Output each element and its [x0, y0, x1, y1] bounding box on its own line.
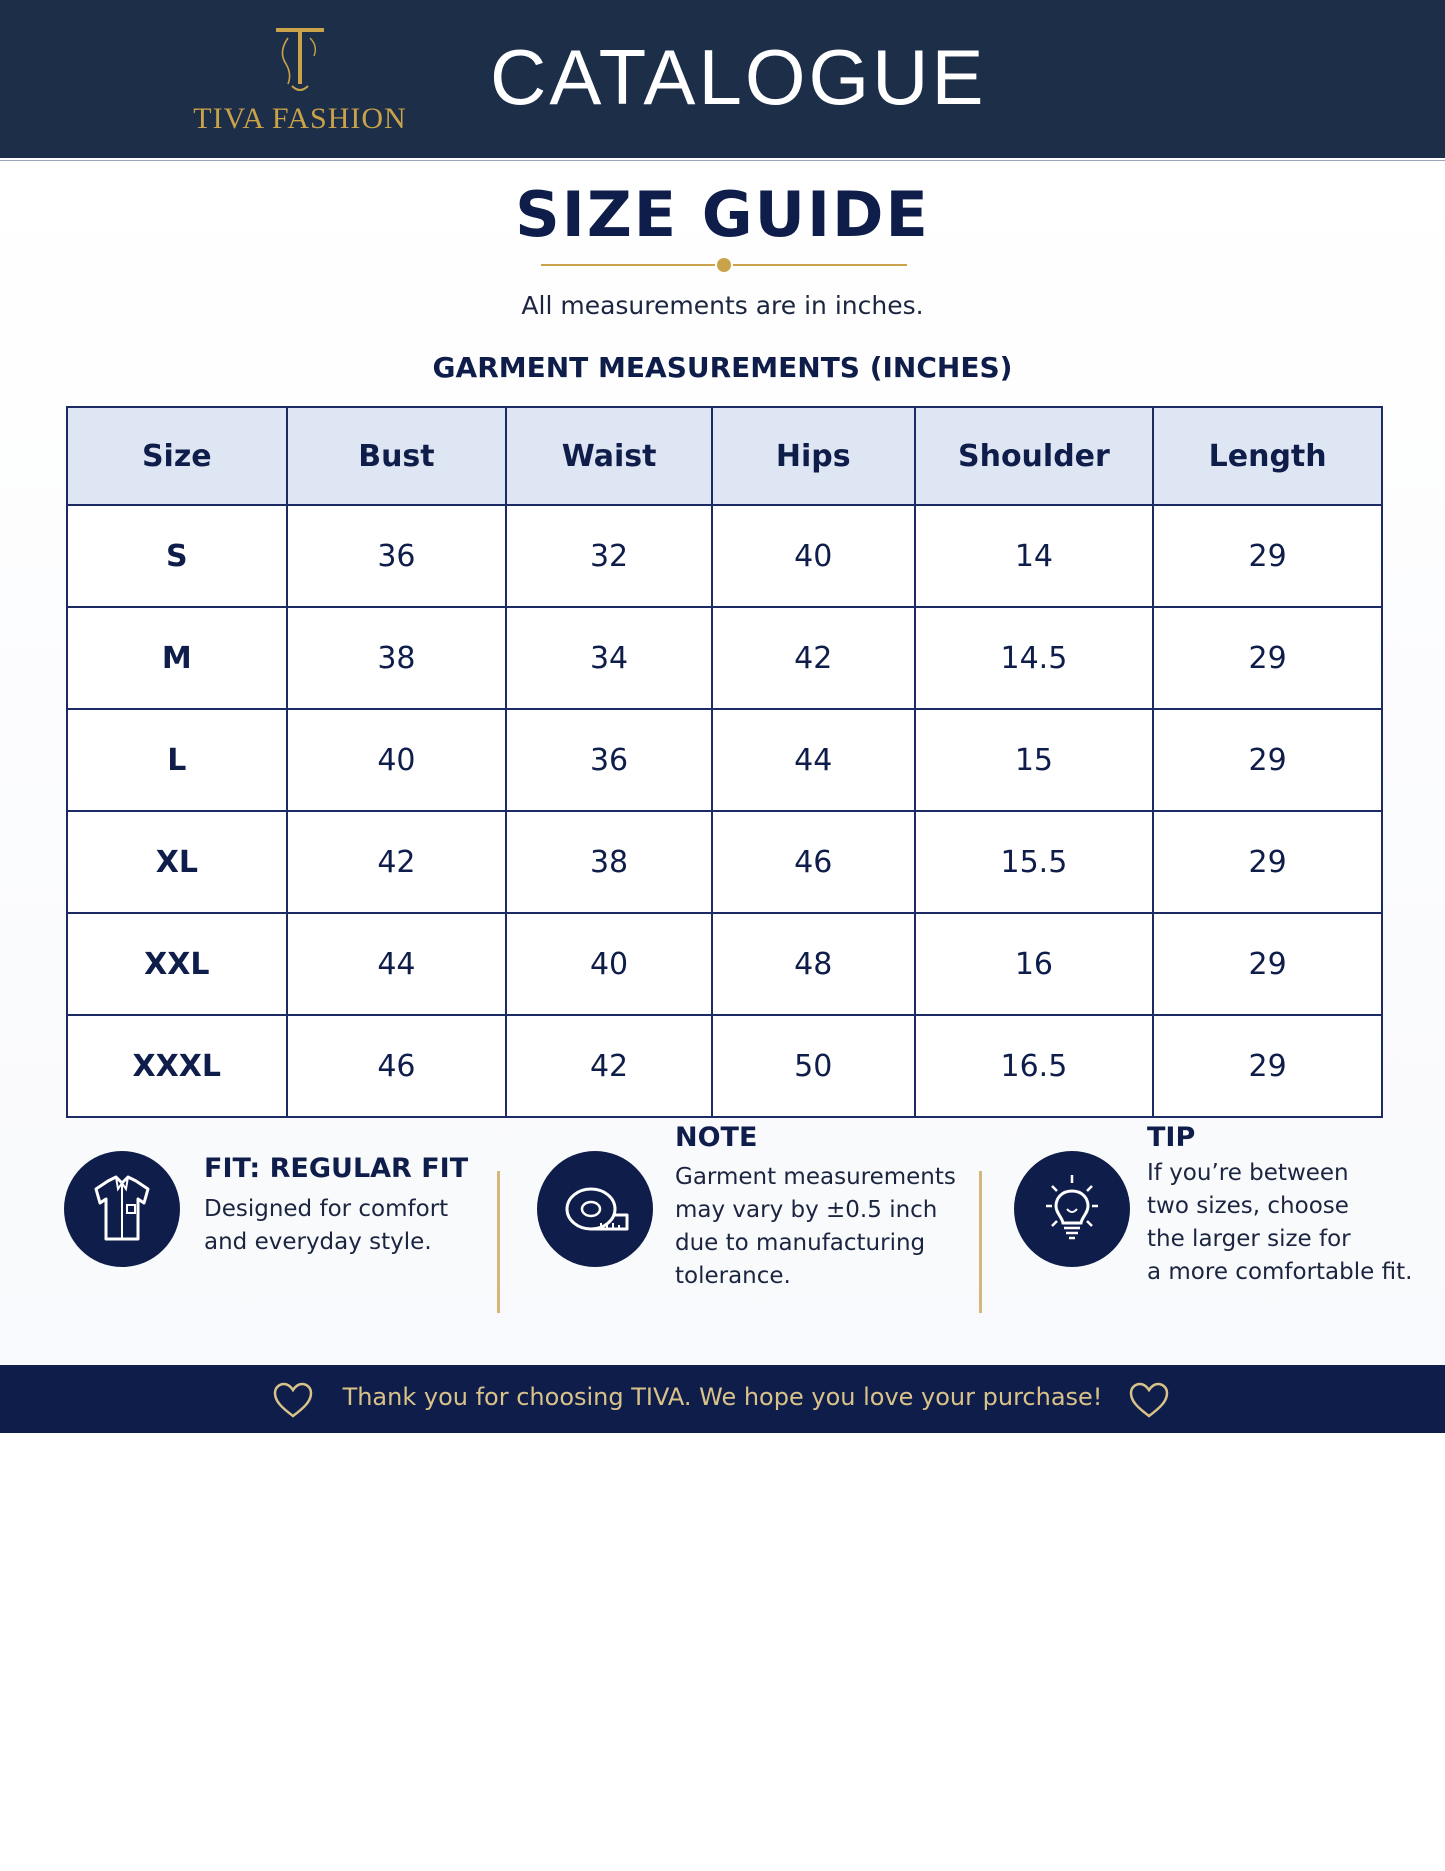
- note-title: NOTE: [675, 1122, 758, 1153]
- tip-info: [1014, 1122, 1434, 1291]
- tip-line: a more comfortable fit.: [1147, 1259, 1413, 1285]
- bust-cell: 44: [287, 913, 507, 1015]
- fit-info: [64, 1141, 484, 1291]
- shoulder-cell: 14.5: [915, 607, 1154, 709]
- column-header-shoulder: Shoulder: [915, 407, 1154, 505]
- table-heading: GARMENT MEASUREMENTS (INCHES): [432, 351, 1013, 384]
- column-header-bust: Bust: [287, 407, 507, 505]
- shoulder-cell: 15: [915, 709, 1154, 811]
- note-line: Garment measurements: [675, 1164, 956, 1190]
- length-cell: 29: [1153, 607, 1382, 709]
- bust-cell: 38: [287, 607, 507, 709]
- thank-you-bar: [0, 1365, 1445, 1433]
- brand-logo: [170, 20, 430, 135]
- waist-cell: 34: [506, 607, 712, 709]
- heart-icon: [1128, 1381, 1170, 1419]
- fit-line: Designed for comfort: [204, 1196, 449, 1222]
- info-divider: [979, 1171, 982, 1313]
- size-chart-table: [66, 406, 1383, 1118]
- table-row: [67, 607, 1382, 709]
- shoulder-cell: 15.5: [915, 811, 1154, 913]
- hips-cell: 48: [712, 913, 915, 1015]
- length-cell: 29: [1153, 1015, 1382, 1117]
- table-row: [67, 709, 1382, 811]
- column-header-size: Size: [67, 407, 287, 505]
- tip-line: the larger size for: [1147, 1226, 1351, 1252]
- page-title: CATALOGUE: [490, 33, 987, 121]
- note-description: [675, 1161, 956, 1293]
- hips-cell: 44: [712, 709, 915, 811]
- note-line: due to manufacturing: [675, 1230, 926, 1256]
- size-cell: M: [67, 607, 287, 709]
- size-cell: S: [67, 505, 287, 607]
- waist-cell: 38: [506, 811, 712, 913]
- fit-title: FIT: REGULAR FIT: [204, 1153, 469, 1184]
- bust-cell: 36: [287, 505, 507, 607]
- logo-monogram-icon: [270, 24, 330, 98]
- column-header-hips: Hips: [712, 407, 915, 505]
- hips-cell: 50: [712, 1015, 915, 1117]
- lightbulb-icon: [1014, 1151, 1130, 1267]
- fit-description: [204, 1193, 448, 1259]
- size-guide-title: SIZE GUIDE: [515, 178, 930, 251]
- measurement-note: All measurements are in inches.: [521, 291, 924, 320]
- waist-cell: 32: [506, 505, 712, 607]
- size-cell: XXL: [67, 913, 287, 1015]
- thank-you-message: Thank you for choosing TIVA. We hope you love your purchase!: [342, 1383, 1103, 1411]
- brand-name: TIVA FASHION: [193, 102, 407, 135]
- table-row: [67, 1015, 1382, 1117]
- shirt-icon: [64, 1151, 180, 1267]
- table-row: [67, 913, 1382, 1015]
- shoulder-cell: 16.5: [915, 1015, 1154, 1117]
- length-cell: 29: [1153, 811, 1382, 913]
- table-row: [67, 811, 1382, 913]
- fit-line: and everyday style.: [204, 1229, 432, 1255]
- note-line: may vary by ±0.5 inch: [675, 1197, 938, 1223]
- length-cell: 29: [1153, 505, 1382, 607]
- table-header-row: [67, 407, 1382, 505]
- bust-cell: 40: [287, 709, 507, 811]
- note-info: [537, 1122, 957, 1291]
- column-header-length: Length: [1153, 407, 1382, 505]
- hips-cell: 40: [712, 505, 915, 607]
- shoulder-cell: 14: [915, 505, 1154, 607]
- tip-line: If you’re between: [1147, 1160, 1349, 1186]
- bust-cell: 42: [287, 811, 507, 913]
- hips-cell: 46: [712, 811, 915, 913]
- info-divider: [497, 1171, 500, 1313]
- size-cell: L: [67, 709, 287, 811]
- size-cell: XXXL: [67, 1015, 287, 1117]
- bust-cell: 46: [287, 1015, 507, 1117]
- waist-cell: 36: [506, 709, 712, 811]
- length-cell: 29: [1153, 709, 1382, 811]
- length-cell: 29: [1153, 913, 1382, 1015]
- measuring-tape-icon: [537, 1151, 653, 1267]
- shoulder-cell: 16: [915, 913, 1154, 1015]
- tip-line: two sizes, choose: [1147, 1193, 1349, 1219]
- catalogue-header: [0, 0, 1445, 158]
- column-header-waist: Waist: [506, 407, 712, 505]
- size-cell: XL: [67, 811, 287, 913]
- tip-description: [1147, 1157, 1412, 1289]
- note-line: tolerance.: [675, 1263, 791, 1289]
- waist-cell: 42: [506, 1015, 712, 1117]
- title-divider: [541, 258, 907, 272]
- waist-cell: 40: [506, 913, 712, 1015]
- size-guide-panel: [0, 160, 1445, 1365]
- tip-title: TIP: [1147, 1122, 1196, 1153]
- hips-cell: 42: [712, 607, 915, 709]
- table-row: [67, 505, 1382, 607]
